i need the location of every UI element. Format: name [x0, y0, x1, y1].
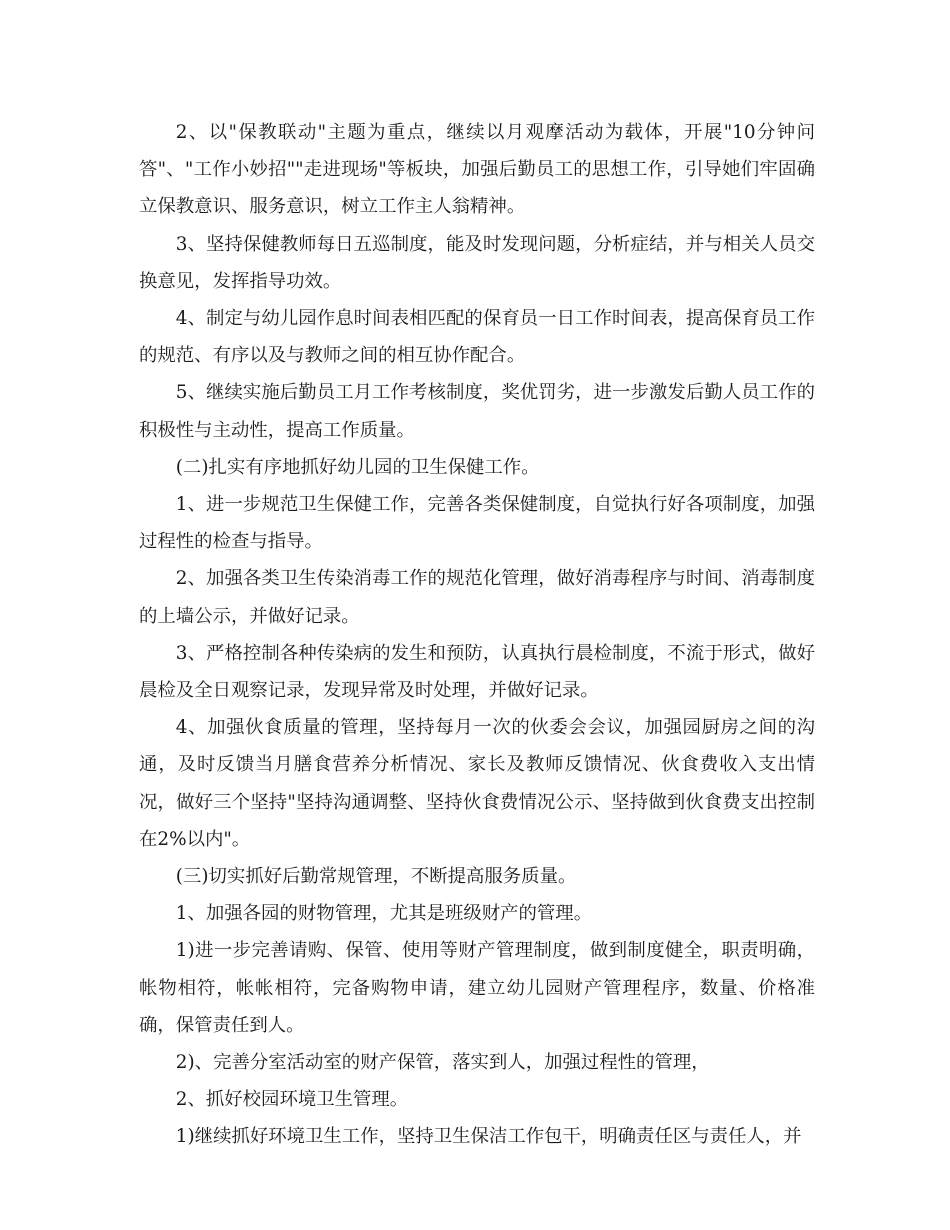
- paragraph: 2、加强各类卫生传染消毒工作的规范化管理，做好消毒程序与时间、消毒制度的上墙公示，并做好记录。: [139, 568, 815, 627]
- section-heading: (二)扎实有序地抓好幼儿园的卫生保健工作。: [175, 456, 540, 478]
- paragraph: 5、继续实施后勤员工月工作考核制度，奖优罚劣，进一步激发后勤人员工作的积极性与主动性，提高工作质量。: [139, 382, 815, 441]
- paragraph: 2、以"保教联动"主题为重点，继续以月观摩活动为载体，开展"10分钟问答"、"工作小妙招""走进现场"等板块，加强后勤员工的思想工作，引导她们牢固确立保教意识、服务意识，树立工作主人翁精神。: [139, 122, 815, 218]
- paragraph: 3、严格控制各种传染病的发生和预防，认真执行晨检制度，不流于形式，做好晨检及全日观察记录，发现异常及时处理，并做好记录。: [139, 642, 815, 702]
- paragraph: 3、坚持保健教师每日五巡制度，能及时发现问题，分析症结，并与相关人员交换意见，发挥指导功效。: [139, 233, 815, 292]
- paragraph: 2、抓好校园环境卫生管理。: [175, 1089, 409, 1111]
- paragraph: 1)进一步完善请购、保管、使用等财产管理制度，做到制度健全，职责明确，帐物相符，帐帐相符，完备购物申请，建立幼儿园财产管理程序，数量、价格准确，保管责任到人。: [139, 940, 815, 1036]
- document-body: [139, 114, 815, 1156]
- paragraph: 2)、完善分室活动室的财产保管，落实到人，加强过程性的管理，: [175, 1052, 710, 1074]
- paragraph: 4、加强伙食质量的管理，坚持每月一次的伙委会会议，加强园厨房之间的沟通，及时反馈当月膳食营养分析情况、家长及教师反馈情况、伙食费收入支出情况，做好三个坚持"坚持沟通调整、坚持伙食费情况公示、坚持做到伙食费支出控制在2%以内"。: [139, 717, 815, 850]
- paragraph: 1、加强各园的财物管理，尤其是班级财产的管理。: [175, 903, 593, 925]
- paragraph: 1)继续抓好环境卫生工作，坚持卫生保洁工作包干，明确责任区与责任人，并: [175, 1126, 802, 1148]
- paragraph: 1、进一步规范卫生保健工作，完善各类保健制度，自觉执行好各项制度，加强过程性的检查与指导。: [139, 494, 815, 553]
- section-heading: (三)切实抓好后勤常规管理，不断提高服务质量。: [175, 866, 577, 888]
- paragraph: 4、制定与幼儿园作息时间表相匹配的保育员一日工作时间表，提高保育员工作的规范、有序以及与教师之间的相互协作配合。: [139, 308, 815, 367]
